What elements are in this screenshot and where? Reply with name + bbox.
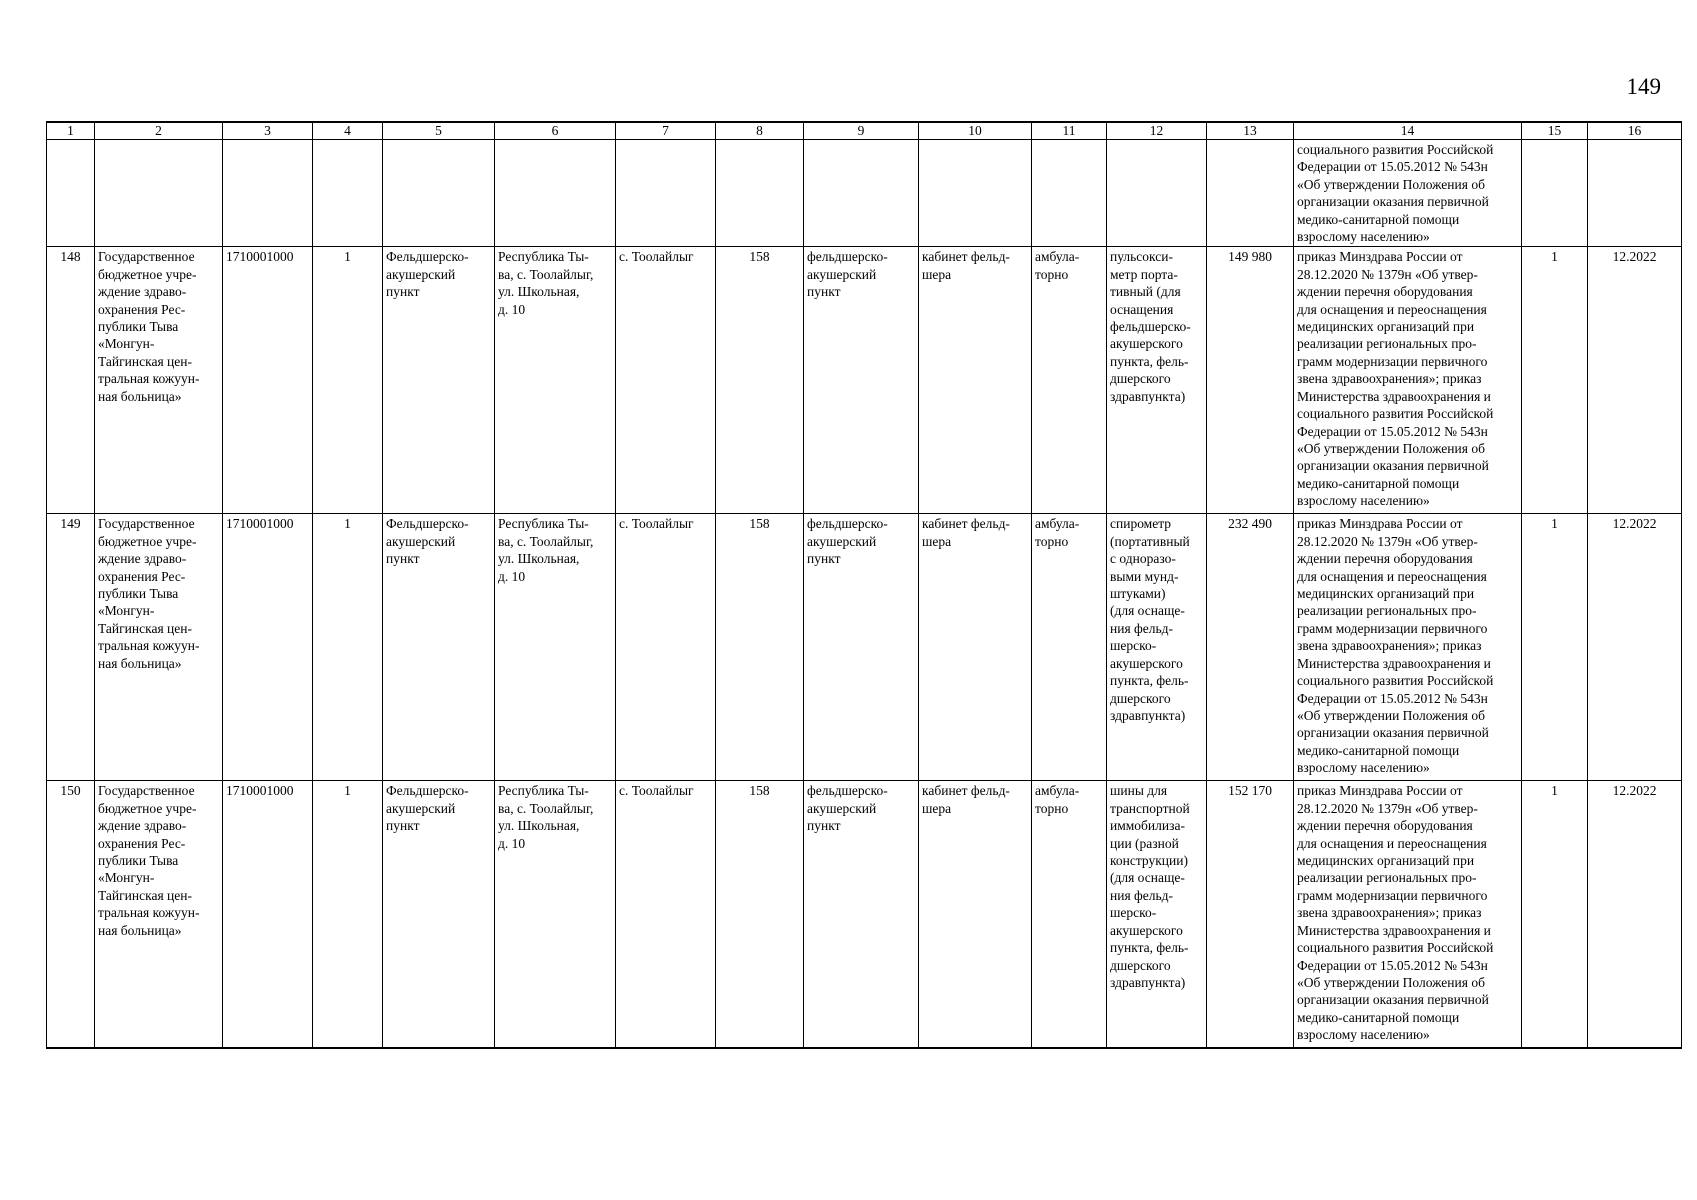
empty-cell <box>716 140 804 247</box>
quantity-cell: 1 <box>1522 514 1588 781</box>
col8-cell: 158 <box>716 247 804 514</box>
basis-cell: социального развития Российской Федерации от 15.05.2012 № 543н «Об утверждении Положения об организации оказания первичной медико-санитарной помощи взрослому населению» <box>1294 140 1522 247</box>
basis-cell: приказ Минздрава России от 28.12.2020 № 1379н «Об утвер- ждении перечня оборудования для оснащения и переоснащения медицинских организаций при реализации региональных про- грамм модернизации первичного звена здравоохранения»; приказ Министерства здравоохранения и социального развития Российской Федерации от 15.05.2012 № 543н «Об утверждении Положения об организации оказания первичной медико-санитарной помощи взрослому населению» <box>1294 781 1522 1049</box>
column-header: 16 <box>1588 122 1682 140</box>
organization-cell: Государственное бюджетное учре- ждение здраво- охранения Рес- публики Тыва «Монгун- Тайгинская цен- тральная кожуун- ная больница» <box>95 514 223 781</box>
table-row <box>47 781 1682 1049</box>
room-cell: кабинет фельд- шера <box>919 514 1032 781</box>
column-header: 15 <box>1522 122 1588 140</box>
column-header: 10 <box>919 122 1032 140</box>
unit-cell: фельдшерско- акушерский пункт <box>804 781 919 1049</box>
empty-cell <box>804 140 919 247</box>
column-header: 6 <box>495 122 616 140</box>
care-cell: амбула- торно <box>1032 781 1107 1049</box>
address-cell: Республика Ты- ва, с. Тоолайлыг, ул. Школьная, д. 10 <box>495 781 616 1049</box>
date-cell: 12.2022 <box>1588 781 1682 1049</box>
column-header: 9 <box>804 122 919 140</box>
col8-cell: 158 <box>716 781 804 1049</box>
equipment-table <box>46 121 1682 1049</box>
address-cell: Республика Ты- ва, с. Тоолайлыг, ул. Школьная, д. 10 <box>495 247 616 514</box>
empty-cell <box>919 140 1032 247</box>
code-cell: 1710001000 <box>223 247 313 514</box>
column-header: 14 <box>1294 122 1522 140</box>
equipment-cell: пульсокси- метр порта- тивный (для оснащения фельдшерско- акушерского пункта, фель- дшерского здравпункта) <box>1107 247 1207 514</box>
equipment-cell: шины для транспортной иммобилиза- ции (разной конструкции) (для оснаще- ния фельд- шерско- акушерского пункта, фель- дшерского здравпункта) <box>1107 781 1207 1049</box>
column-header: 11 <box>1032 122 1107 140</box>
row-number: 149 <box>47 514 95 781</box>
column-header: 7 <box>616 122 716 140</box>
table-row <box>47 247 1682 514</box>
room-cell: кабинет фельд- шера <box>919 781 1032 1049</box>
code-cell: 1710001000 <box>223 781 313 1049</box>
col4-cell: 1 <box>313 247 383 514</box>
quantity-cell: 1 <box>1522 781 1588 1049</box>
table-row <box>47 514 1682 781</box>
row-number: 150 <box>47 781 95 1049</box>
empty-cell <box>47 140 95 247</box>
column-header: 12 <box>1107 122 1207 140</box>
care-cell: амбула- торно <box>1032 514 1107 781</box>
unit-cell: фельдшерско- акушерский пункт <box>804 247 919 514</box>
settlement-cell: с. Тоолайлыг <box>616 781 716 1049</box>
page-number: 149 <box>1626 74 1661 99</box>
empty-cell <box>1588 140 1682 247</box>
basis-cell: приказ Минздрава России от 28.12.2020 № 1379н «Об утвер- ждении перечня оборудования для оснащения и переоснащения медицинских организаций при реализации региональных про- грамм модернизации первичного звена здравоохранения»; приказ Министерства здравоохранения и социального развития Российской Федерации от 15.05.2012 № 543н «Об утверждении Положения об организации оказания первичной медико-санитарной помощи взрослому населению» <box>1294 514 1522 781</box>
organization-cell: Государственное бюджетное учре- ждение здраво- охранения Рес- публики Тыва «Монгун- Тайгинская цен- тральная кожуун- ная больница» <box>95 247 223 514</box>
care-cell: амбула- торно <box>1032 247 1107 514</box>
column-header: 8 <box>716 122 804 140</box>
column-header: 2 <box>95 122 223 140</box>
unit-cell: фельдшерско- акушерский пункт <box>804 514 919 781</box>
code-cell: 1710001000 <box>223 514 313 781</box>
empty-cell <box>495 140 616 247</box>
column-number-row <box>47 122 1682 140</box>
empty-cell <box>383 140 495 247</box>
price-cell: 232 490 <box>1207 514 1294 781</box>
col8-cell: 158 <box>716 514 804 781</box>
facility-cell: Фельдшерско- акушерский пункт <box>383 514 495 781</box>
column-header: 4 <box>313 122 383 140</box>
settlement-cell: с. Тоолайлыг <box>616 247 716 514</box>
row-number: 148 <box>47 247 95 514</box>
settlement-cell: с. Тоолайлыг <box>616 514 716 781</box>
column-header: 13 <box>1207 122 1294 140</box>
equipment-cell: спирометр (портативный с одноразо- выми мунд- штуками) (для оснаще- ния фельд- шерско- акушерского пункта, фель- дшерского здравпункта) <box>1107 514 1207 781</box>
col4-cell: 1 <box>313 514 383 781</box>
basis-cell: приказ Минздрава России от 28.12.2020 № 1379н «Об утвер- ждении перечня оборудования для оснащения и переоснащения медицинских организаций при реализации региональных про- грамм модернизации первичного звена здравоохранения»; приказ Министерства здравоохранения и социального развития Российской Федерации от 15.05.2012 № 543н «Об утверждении Положения об организации оказания первичной медико-санитарной помощи взрослому населению» <box>1294 247 1522 514</box>
facility-cell: Фельдшерско- акушерский пункт <box>383 247 495 514</box>
address-cell: Республика Ты- ва, с. Тоолайлыг, ул. Школьная, д. 10 <box>495 514 616 781</box>
date-cell: 12.2022 <box>1588 514 1682 781</box>
quantity-cell: 1 <box>1522 247 1588 514</box>
empty-cell <box>223 140 313 247</box>
column-header: 5 <box>383 122 495 140</box>
price-cell: 149 980 <box>1207 247 1294 514</box>
empty-cell <box>1032 140 1107 247</box>
column-header: 3 <box>223 122 313 140</box>
column-header: 1 <box>47 122 95 140</box>
continuation-row <box>47 140 1682 247</box>
organization-cell: Государственное бюджетное учре- ждение здраво- охранения Рес- публики Тыва «Монгун- Тайгинская цен- тральная кожуун- ная больница» <box>95 781 223 1049</box>
facility-cell: Фельдшерско- акушерский пункт <box>383 781 495 1049</box>
empty-cell <box>95 140 223 247</box>
empty-cell <box>1107 140 1207 247</box>
col4-cell: 1 <box>313 781 383 1049</box>
room-cell: кабинет фельд- шера <box>919 247 1032 514</box>
empty-cell <box>1522 140 1588 247</box>
empty-cell <box>616 140 716 247</box>
empty-cell <box>1207 140 1294 247</box>
date-cell: 12.2022 <box>1588 247 1682 514</box>
price-cell: 152 170 <box>1207 781 1294 1049</box>
empty-cell <box>313 140 383 247</box>
